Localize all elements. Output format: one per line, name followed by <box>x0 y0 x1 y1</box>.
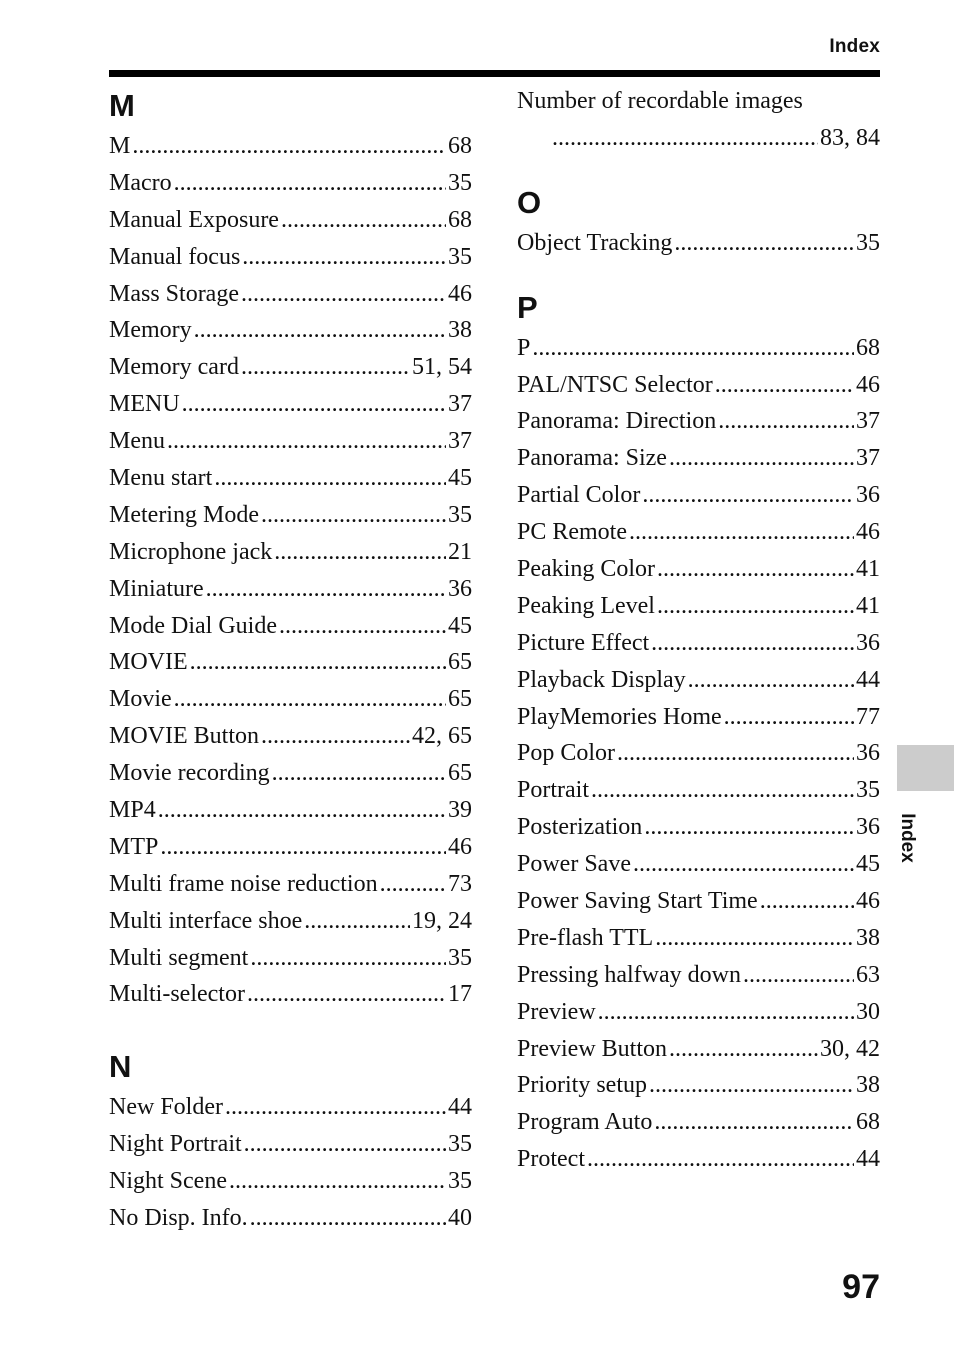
entry-pages: 65 <box>448 686 472 713</box>
entry-pages: 73 <box>448 870 472 897</box>
left-column <box>109 78 472 1237</box>
index-entry <box>109 829 472 866</box>
dot-leader <box>552 120 818 157</box>
section-letter: M <box>109 88 135 123</box>
section-letter: N <box>109 1049 132 1085</box>
dot-leader <box>532 330 854 367</box>
dot-leader <box>214 460 446 497</box>
index-entry-continued <box>517 83 880 120</box>
entry-pages: 46 <box>856 371 880 398</box>
index-entry <box>109 940 472 977</box>
dot-leader <box>642 477 854 514</box>
index-entry <box>517 403 880 440</box>
dot-leader <box>669 1031 818 1068</box>
index-entry <box>517 662 880 699</box>
dot-leader <box>304 903 410 940</box>
entry-term: Multi segment <box>109 944 249 971</box>
entry-pages: 35 <box>448 169 472 196</box>
entry-pages: 36 <box>856 482 880 509</box>
entry-term: MP4 <box>109 797 156 824</box>
entry-pages: 17 <box>448 981 472 1008</box>
entry-pages: 21 <box>448 538 472 565</box>
entry-pages: 38 <box>856 924 880 951</box>
dot-leader <box>598 994 854 1031</box>
entry-term: Miniature <box>109 575 204 602</box>
entry-pages: 68 <box>856 334 880 361</box>
dot-leader <box>657 551 854 588</box>
index-entry <box>517 225 880 262</box>
index-entry <box>517 330 880 367</box>
entry-term: MOVIE Button <box>109 723 259 750</box>
dot-leader <box>241 276 446 313</box>
entry-pages: 41 <box>856 556 880 583</box>
entry-term: Mass Storage <box>109 280 239 307</box>
dot-leader <box>244 1126 446 1163</box>
section-gap <box>109 1013 472 1039</box>
entry-term: Memory card <box>109 354 239 381</box>
entry-term: Movie <box>109 686 172 713</box>
entry-term: Preview <box>517 998 596 1025</box>
entry-pages: 38 <box>448 317 472 344</box>
dot-leader <box>167 423 446 460</box>
entry-term: No Disp. Info. <box>109 1205 248 1232</box>
entry-term: Number of recordable images <box>517 88 803 114</box>
index-entry <box>109 276 472 313</box>
index-section-m <box>109 84 472 1013</box>
entry-pages: 35 <box>448 243 472 270</box>
entry-term: PAL/NTSC Selector <box>517 371 713 398</box>
section-gap <box>517 262 880 280</box>
dot-leader <box>591 772 854 809</box>
entry-pages: 35 <box>448 944 472 971</box>
index-entry <box>109 312 472 349</box>
entry-term: Menu start <box>109 465 213 492</box>
side-thumb-tab <box>897 745 954 791</box>
dot-leader <box>250 1200 446 1237</box>
entry-pages: 36 <box>856 629 880 656</box>
entry-pages: 30 <box>856 998 880 1025</box>
entry-term: Panorama: Direction <box>517 408 717 435</box>
index-entry <box>517 809 880 846</box>
right-column <box>517 78 880 1178</box>
entry-pages: 37 <box>448 428 472 455</box>
dot-leader <box>182 386 446 423</box>
index-entry <box>109 1163 472 1200</box>
entry-term: Night Scene <box>109 1168 227 1195</box>
dot-leader <box>587 1141 854 1178</box>
index-entry <box>109 423 472 460</box>
index-entry <box>517 551 880 588</box>
entry-term: M <box>109 133 131 159</box>
entry-term: Memory <box>109 317 192 344</box>
entry-pages: 35 <box>448 1131 472 1158</box>
index-entry <box>109 792 472 829</box>
index-entry <box>109 239 472 276</box>
entry-term: Priority setup <box>517 1072 647 1099</box>
entry-term: Pre-flash TTL <box>517 924 654 951</box>
entry-term: Peaking Level <box>517 592 655 619</box>
index-entry <box>109 460 472 497</box>
header-rule <box>109 70 880 77</box>
entry-term: Peaking Color <box>517 556 655 583</box>
entry-term: Partial Color <box>517 482 641 509</box>
entry-term: Pressing halfway down <box>517 961 741 988</box>
entry-term: Power Saving Start Time <box>517 888 758 915</box>
entry-pages: 40 <box>448 1205 472 1232</box>
index-entry <box>109 1126 472 1163</box>
entry-pages: 65 <box>448 649 472 676</box>
entry-pages: 44 <box>448 1094 472 1121</box>
index-entry <box>109 903 472 940</box>
side-tab-label <box>893 810 921 866</box>
side-tab-label-text: Index <box>897 813 918 863</box>
entry-pages: 44 <box>856 666 880 693</box>
dot-leader <box>649 1067 854 1104</box>
entry-term: Manual Exposure <box>109 206 279 233</box>
entry-list <box>517 330 880 1178</box>
dot-leader <box>629 514 854 551</box>
entry-pages: 36 <box>856 740 880 767</box>
entry-pages: 38 <box>856 1072 880 1099</box>
entry-list <box>517 225 880 262</box>
entry-term: Portrait <box>517 777 589 804</box>
entry-pages: 42, 65 <box>412 723 472 750</box>
entry-pages: 37 <box>856 408 880 435</box>
entry-pages: 36 <box>448 575 472 602</box>
index-entry <box>517 625 880 662</box>
index-entry <box>109 349 472 386</box>
entry-term: Metering Mode <box>109 501 259 528</box>
index-entry <box>517 920 880 957</box>
dot-leader <box>380 866 446 903</box>
dot-leader <box>194 312 446 349</box>
dot-leader <box>718 403 854 440</box>
index-entry <box>517 514 880 551</box>
entry-term: Object Tracking <box>517 229 673 256</box>
entry-pages: 46 <box>448 833 472 860</box>
dot-leader <box>279 608 446 645</box>
dot-leader <box>190 644 446 681</box>
index-entry <box>109 1089 472 1126</box>
section-letter: O <box>517 184 542 220</box>
index-entry <box>109 202 472 239</box>
dot-leader <box>158 792 446 829</box>
index-entry <box>109 497 472 534</box>
dot-leader <box>657 588 854 625</box>
entry-pages: 41 <box>856 592 880 619</box>
index-entry-continued-pages <box>517 120 880 157</box>
entry-pages: 83, 84 <box>820 124 880 151</box>
index-entry <box>109 681 472 718</box>
index-entry <box>517 1031 880 1068</box>
entry-pages: 68 <box>448 206 472 233</box>
dot-leader <box>617 735 854 772</box>
dot-leader <box>261 718 410 755</box>
header-section-label: Index <box>829 36 880 57</box>
entry-term: Night Portrait <box>109 1131 242 1158</box>
entry-list <box>109 1089 472 1237</box>
dot-leader <box>633 846 854 883</box>
index-entry <box>517 1141 880 1178</box>
entry-term: P <box>517 334 531 361</box>
entry-term: Multi interface shoe <box>109 907 303 934</box>
entry-pages: 35 <box>856 777 880 804</box>
dot-leader <box>674 225 854 262</box>
dot-leader <box>225 1089 446 1126</box>
entry-pages: 19, 24 <box>412 907 472 934</box>
index-entry <box>517 1067 880 1104</box>
entry-term: Preview Button <box>517 1035 667 1062</box>
dot-leader <box>688 662 854 699</box>
entry-term: PlayMemories Home <box>517 703 722 730</box>
entry-pages: 45 <box>856 851 880 878</box>
index-entry <box>517 846 880 883</box>
entry-pages: 46 <box>856 519 880 546</box>
dot-leader <box>274 534 446 571</box>
index-entry <box>109 165 472 202</box>
dot-leader <box>272 755 446 792</box>
entry-term: Power Save <box>517 851 631 878</box>
index-section-n <box>109 1045 472 1237</box>
index-section-o <box>517 181 880 262</box>
index-entry <box>517 994 880 1031</box>
entry-pages: 37 <box>856 445 880 472</box>
section-letter: P <box>517 289 538 325</box>
index-entry <box>517 588 880 625</box>
entry-term: PC Remote <box>517 519 628 546</box>
index-entry <box>109 976 472 1013</box>
entry-term: Panorama: Size <box>517 445 667 472</box>
entry-term: Pop Color <box>517 740 616 767</box>
dot-leader <box>715 367 854 404</box>
entry-pages: 51, 54 <box>412 354 472 381</box>
entry-pages: 65 <box>448 760 472 787</box>
entry-term: Posterization <box>517 814 643 841</box>
entry-pages: 35 <box>856 229 880 256</box>
dot-leader <box>743 957 854 994</box>
entry-term: Macro <box>109 169 172 196</box>
index-entry <box>517 883 880 920</box>
entry-term: Movie recording <box>109 760 270 787</box>
entry-pages: 39 <box>448 797 472 824</box>
index-entry <box>109 571 472 608</box>
dot-leader <box>651 625 854 662</box>
index-entry <box>109 534 472 571</box>
entry-pages: 35 <box>448 501 472 528</box>
entry-term: Menu <box>109 428 165 455</box>
entry-pages: 44 <box>856 1146 880 1173</box>
dot-leader <box>206 571 446 608</box>
entry-term: Protect <box>517 1146 585 1173</box>
dot-leader <box>281 202 446 239</box>
index-entry <box>109 866 472 903</box>
index-section-p <box>517 286 880 1178</box>
dot-leader <box>247 976 446 1013</box>
entry-pages: 45 <box>448 612 472 639</box>
entry-list <box>109 128 472 1013</box>
entry-pages: 36 <box>856 814 880 841</box>
entry-term: Manual focus <box>109 243 241 270</box>
dot-leader <box>669 440 854 477</box>
dot-leader <box>160 829 446 866</box>
entry-term: Microphone jack <box>109 538 273 565</box>
entry-pages: 68 <box>448 133 472 159</box>
dot-leader <box>724 699 854 736</box>
entry-term: Multi-selector <box>109 981 245 1008</box>
entry-term: Playback Display <box>517 666 686 693</box>
index-entry <box>517 1104 880 1141</box>
entry-pages: 45 <box>448 465 472 492</box>
index-entry <box>517 699 880 736</box>
dot-leader <box>655 920 854 957</box>
dot-leader <box>132 128 446 165</box>
dot-leader <box>654 1104 854 1141</box>
index-entry <box>517 735 880 772</box>
index-entry <box>517 957 880 994</box>
dot-leader <box>644 809 854 846</box>
entry-pages: 68 <box>856 1109 880 1136</box>
index-entry <box>109 644 472 681</box>
index-entry <box>517 440 880 477</box>
index-entry <box>109 755 472 792</box>
index-entry <box>109 128 472 165</box>
dot-leader <box>174 165 446 202</box>
entry-term: Multi frame noise reduction <box>109 870 378 897</box>
index-entry <box>517 477 880 514</box>
entry-term: Program Auto <box>517 1109 653 1136</box>
entry-pages: 46 <box>448 280 472 307</box>
dot-leader <box>261 497 446 534</box>
entry-pages: 37 <box>448 391 472 418</box>
dot-leader <box>250 940 446 977</box>
index-entry <box>109 386 472 423</box>
index-entry <box>109 1200 472 1237</box>
entry-term: MENU <box>109 391 180 418</box>
dot-leader <box>241 349 410 386</box>
entry-pages: 46 <box>856 888 880 915</box>
entry-term: New Folder <box>109 1094 223 1121</box>
page-number: 97 <box>842 1268 880 1306</box>
entry-pages: 77 <box>856 703 880 730</box>
entry-pages: 35 <box>448 1168 472 1195</box>
index-entry <box>109 608 472 645</box>
entry-term: MTP <box>109 833 159 860</box>
dot-leader <box>760 883 854 920</box>
entry-pages: 63 <box>856 961 880 988</box>
entry-term: Picture Effect <box>517 629 650 656</box>
dot-leader <box>242 239 446 276</box>
entry-pages: 30, 42 <box>820 1035 880 1062</box>
entry-term: Mode Dial Guide <box>109 612 277 639</box>
dot-leader <box>174 681 446 718</box>
dot-leader <box>229 1163 446 1200</box>
index-entry <box>517 367 880 404</box>
section-gap <box>517 157 880 175</box>
entry-term: MOVIE <box>109 649 188 676</box>
index-entry <box>517 772 880 809</box>
index-entry <box>109 718 472 755</box>
